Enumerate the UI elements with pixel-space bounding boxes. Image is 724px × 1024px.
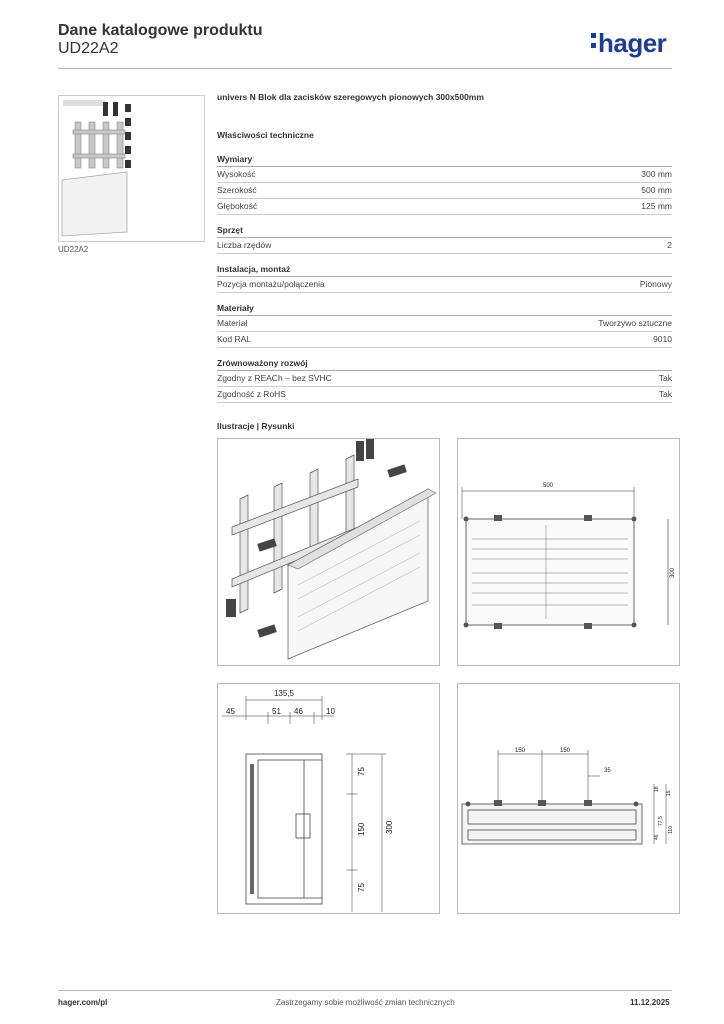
dim-51: 51 [272, 707, 281, 716]
spec-row [217, 277, 672, 293]
spec-label: Kod RAL [217, 334, 252, 344]
dim-77-5: 77,5 [658, 816, 664, 826]
dim-75-bottom: 75 [357, 883, 366, 892]
spec-row [217, 332, 672, 348]
dim-width: 500 [542, 483, 554, 489]
dim-height: 300 [670, 567, 676, 579]
spec-value: 9010 [653, 334, 672, 344]
dim-45: 45 [226, 707, 235, 716]
dim-total-depth: 135,5 [273, 689, 295, 698]
spec-label: Materiał [217, 318, 248, 328]
dim-46: 46 [294, 707, 303, 716]
spec-value: Pionowy [639, 279, 672, 289]
spec-group-title: Wymiary [217, 154, 672, 167]
spec-row [217, 316, 672, 332]
footer-disclaimer: Zastrzegamy sobie możliwość zmian technicznych [276, 998, 455, 1007]
spec-label: Liczba rzędów [217, 240, 272, 250]
spec-row [217, 199, 672, 215]
dim-10: 10 [326, 707, 335, 716]
front-view-drawing [457, 438, 680, 666]
spec-row [217, 387, 672, 403]
spec-row [217, 238, 672, 254]
dim-15: 15 [666, 790, 672, 796]
footer-website: hager.com/pl [58, 998, 108, 1007]
spec-value: 125 mm [641, 201, 672, 211]
dim-18: 18 [654, 786, 660, 792]
thumbnail-caption: UD22A2 [58, 245, 89, 254]
logo-dots-icon [591, 28, 596, 52]
dim-110: 110 [668, 826, 674, 834]
dim-150: 150 [357, 822, 366, 836]
spec-row [217, 371, 672, 387]
spec-label: Pozycja montażu/połączenia [217, 279, 325, 289]
spec-group-title: Sprzęt [217, 225, 672, 238]
spec-section-title: Właściwości techniczne [217, 130, 314, 140]
spec-label: Wysokość [217, 169, 256, 179]
spec-value: 500 mm [641, 185, 672, 195]
side-view-drawing [217, 683, 440, 914]
spec-value: Tak [658, 373, 672, 383]
product-description: univers N Blok dla zacisków szeregowych pionowych 300x500mm [217, 92, 484, 102]
isometric-drawing [217, 438, 440, 666]
top-view-drawing [457, 683, 680, 914]
spec-label: Zgodny z REACh – bez SVHC [217, 373, 332, 383]
spec-label: Głębokość [217, 201, 258, 211]
spec-value: 300 mm [641, 169, 672, 179]
spec-group-title: Zrównoważony rozwój [217, 358, 672, 371]
footer-date: 11.12.2025 [630, 998, 670, 1007]
spec-group-title: Materiały [217, 303, 672, 316]
dim-46-r: 46 [654, 834, 660, 840]
header-divider [58, 68, 672, 69]
spec-table [217, 92, 672, 403]
logo-text: hager [598, 28, 667, 58]
spec-row [217, 167, 672, 183]
dim-150-a: 150 [514, 748, 526, 754]
spec-label: Szerokość [217, 185, 257, 195]
dim-35: 35 [604, 768, 611, 774]
spec-row [217, 183, 672, 199]
product-thumbnail [58, 95, 205, 242]
spec-label: Zgodność z RoHS [217, 389, 286, 399]
product-code: UD22A2 [58, 40, 119, 57]
page-title: Dane katalogowe produktu [58, 22, 263, 39]
hager-logo [591, 28, 666, 59]
dim-300: 300 [385, 820, 394, 834]
illustrations-title: Ilustracje | Rysunki [217, 421, 295, 431]
spec-value: Tworzywo sztuczne [598, 318, 672, 328]
dim-150-b: 150 [559, 748, 571, 754]
spec-value: 2 [667, 240, 672, 250]
spec-group-title: Instalacja, montaż [217, 264, 672, 277]
spec-value: Tak [658, 389, 672, 399]
footer-divider [58, 990, 672, 991]
dim-75-top: 75 [357, 767, 366, 776]
